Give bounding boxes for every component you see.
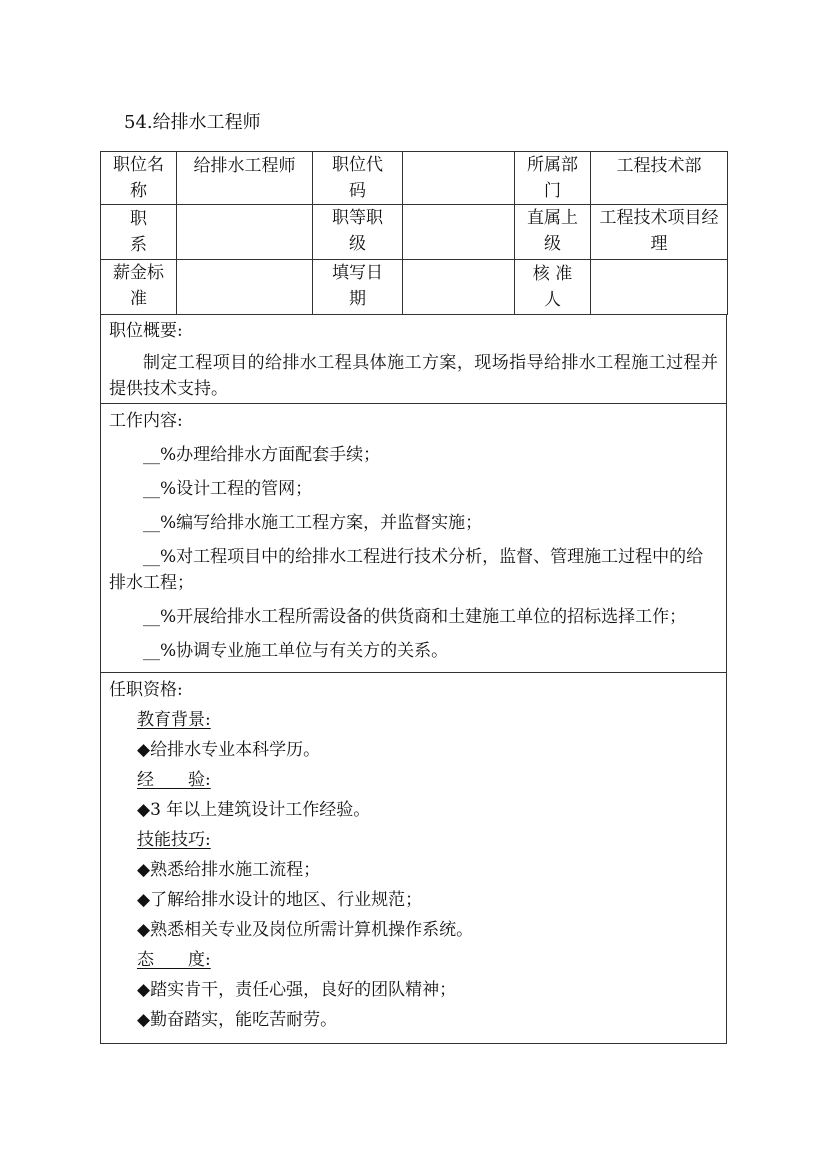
label-fill-date: 填写日期: [332, 263, 383, 309]
overview-text: 制定工程项目的给排水工程具体施工方案，现场指导给排水工程施工过程并提供技术支持。: [109, 353, 718, 399]
list-item: __%协调专业施工单位与有关方的关系。: [143, 641, 449, 661]
value-approver: [591, 260, 727, 261]
qualification-label: 任职资格:: [109, 680, 183, 700]
list-item: ◆熟悉相关专业及岗位所需计算机操作系统。: [137, 920, 474, 940]
list-item: __%编写给排水施工工程方案，并监督实施；: [143, 513, 483, 533]
label-job-family: 职 系: [130, 209, 147, 255]
label-position-code: 职位代码: [332, 155, 383, 201]
value-grade: [403, 205, 514, 206]
value-fill-date: [403, 260, 514, 261]
list-item: __%设计工程的管网；: [143, 479, 313, 499]
experience-heading: 经 验:: [137, 770, 211, 790]
overview-label: 职位概要:: [109, 321, 183, 341]
label-department: 所属部门: [527, 155, 578, 201]
work-section: [100, 404, 727, 673]
label-supervisor: 直属上级: [527, 208, 578, 254]
job-info-table: [100, 151, 728, 315]
table-row: [101, 205, 728, 260]
list-item: ◆熟悉给排水施工流程；: [137, 860, 321, 880]
qualification-section: [100, 673, 727, 1044]
skills-heading: 技能技巧:: [137, 830, 211, 850]
list-item: ◆踏实肯干，责任心强，良好的团队精神；: [137, 980, 457, 1000]
list-item: __%办理给排水方面配套手续；: [143, 445, 381, 465]
table-row: [101, 152, 728, 205]
value-department: 工程技术部: [616, 156, 702, 176]
list-item: ◆勤奋踏实，能吃苦耐劳。: [137, 1010, 338, 1030]
overview-section: [100, 314, 727, 404]
list-item: ◆给排水专业本科学历。: [137, 740, 321, 760]
label-salary: 薪金标准: [113, 263, 164, 309]
value-position-code: [403, 152, 514, 153]
label-grade: 职等职级: [332, 208, 383, 254]
value-job-family: [177, 205, 312, 206]
label-approver: 核 准 人: [532, 264, 573, 310]
work-label: 工作内容:: [109, 411, 183, 431]
value-position-name: 给排水工程师: [193, 156, 296, 176]
value-supervisor: 工程技术项目经理: [599, 208, 719, 254]
label-position-name: 职位名称: [113, 155, 164, 201]
list-item: ◆了解给排水设计的地区、行业规范；: [137, 890, 423, 910]
page-title: 54.给排水工程师: [124, 112, 261, 133]
value-salary: [177, 260, 312, 261]
list-item: __%开展给排水工程所需设备的供货商和土建施工单位的招标选择工作；: [143, 607, 687, 627]
list-item: ◆3 年以上建筑设计工作经验。: [137, 800, 371, 820]
attitude-heading: 态 度:: [137, 950, 211, 970]
list-item: __%对工程项目中的给排水工程进行技术分析，监督、管理施工过程中的给排水工程；: [109, 547, 704, 593]
table-row: [101, 260, 728, 315]
education-heading: 教育背景:: [137, 710, 211, 730]
